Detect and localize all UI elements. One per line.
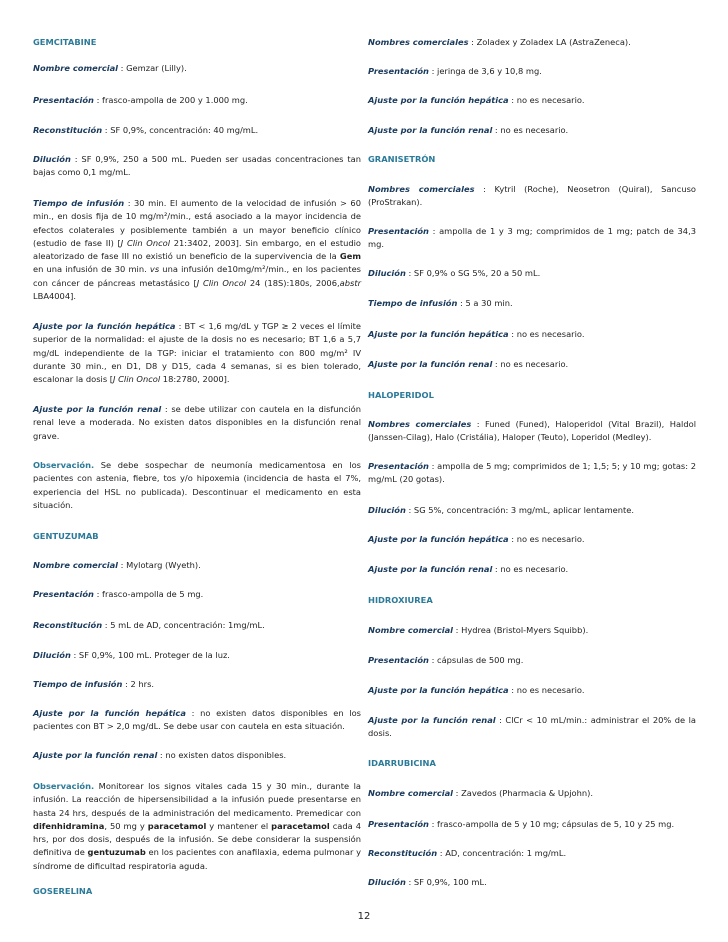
- text: cada 4 hrs, por dos dosis, después de la infusión. Se debe considerar la suspensión definitiva de: [33, 820, 361, 858]
- reference: J Clin Oncol: [113, 374, 161, 385]
- value: : SF 0,9%, 100 mL.: [405, 877, 487, 887]
- value: : SF 0,9%, 100 mL. Proteger de la luz.: [70, 650, 230, 660]
- granisetron-renal: [368, 358, 696, 371]
- text: : BT < 1,6 mg/dL y TGP ≥ 2 veces el límite superior de la normalidad: el ajuste de la dosis no es necesario; BT 1,6 a 5,7 mg/dL independiente de la TGP: iniciar el tratamiento con 800 mg/m² IV durante 30 min., en D1, D8 y D15, cada 4 semanas, si es bien tolerado, escalonar la dosis [: [33, 321, 362, 385]
- label: Tiempo de infusión: [33, 679, 123, 689]
- bold-term: paracetamol: [271, 820, 330, 831]
- idarrubicina-nombre: [368, 787, 696, 800]
- gentuzumab-nombre: [33, 559, 361, 572]
- gentuzumab-renal: [33, 749, 361, 762]
- idarrubicina-dilucion: [368, 876, 696, 889]
- label: Ajuste por la función renal: [368, 715, 496, 725]
- label: Presentación: [368, 66, 429, 76]
- gemcitabine-dilucion: [33, 153, 361, 180]
- text: , 50 mg y: [104, 820, 148, 831]
- haloperidol-hepatica: [368, 533, 696, 546]
- gemcitabine-tiempo: [33, 197, 361, 303]
- value: : SG 5%, concentración: 3 mg/mL, aplicar lentamente.: [405, 505, 635, 515]
- heading-goserelina: GOSERELINA: [33, 886, 93, 896]
- value: : no es necesario.: [492, 564, 569, 574]
- text: LBA4004].: [33, 291, 76, 302]
- gentuzumab-observacion: [33, 780, 361, 873]
- value: : no es necesario.: [508, 685, 585, 695]
- label: Reconstitución: [33, 620, 103, 630]
- value: : Zavedos (Pharmacia & Upjohn).: [453, 788, 594, 798]
- value: : Zoladex y Zoladex LA (AstraZeneca).: [468, 37, 631, 47]
- idarrubicina-reconstitucion: [368, 847, 696, 860]
- label: Ajuste por la función hepática: [368, 685, 509, 695]
- reference: J Clin Oncol: [196, 277, 247, 288]
- haloperidol-nombres: [368, 418, 696, 445]
- goserelina-renal: [368, 124, 696, 137]
- gemcitabine-observacion: [33, 459, 361, 512]
- value: : no es necesario.: [508, 329, 585, 339]
- haloperidol-renal: [368, 563, 696, 576]
- label: Dilución: [33, 154, 71, 164]
- abstr: abstr: [339, 277, 361, 288]
- label: Ajuste por la función hepática: [368, 329, 509, 339]
- label: Nombres comerciales: [368, 37, 469, 47]
- label: Nombres comerciales: [368, 184, 475, 194]
- gentuzumab-reconstitucion: [33, 619, 361, 632]
- bold-term: gentuzumab: [87, 847, 146, 858]
- label: Nombre comercial: [33, 560, 119, 570]
- value: : AD, concentración: 1 mg/mL.: [437, 848, 567, 858]
- reference: J Clin Oncol: [120, 237, 171, 248]
- label: Observación.: [33, 781, 95, 791]
- value: : Hydrea (Bristol-Myers Squibb).: [453, 625, 589, 635]
- label: Dilución: [368, 877, 406, 887]
- label: Ajuste por la función hepática: [33, 321, 176, 331]
- gentuzumab-hepatica: [33, 707, 361, 734]
- label: Presentación: [33, 95, 94, 105]
- value: : ampolla de 1 y 3 mg; comprimidos de 1 mg; patch de 34,3 mg.: [368, 226, 696, 250]
- hidroxiurea-renal: [368, 714, 696, 741]
- haloperidol-dilucion: [368, 504, 696, 517]
- label: Ajuste por la función renal: [33, 750, 158, 760]
- label: Dilución: [33, 650, 71, 660]
- label: Nombre comercial: [33, 63, 119, 73]
- value: : ClCr < 10 mL/min.: administrar el 20% de la dosis.: [368, 715, 696, 739]
- granisetron-tiempo: [368, 297, 696, 310]
- label: Reconstitución: [33, 125, 103, 135]
- value: : no es necesario.: [508, 95, 585, 105]
- label: Nombre comercial: [368, 788, 454, 798]
- bold-term: paracetamol: [147, 820, 207, 831]
- label: Presentación: [368, 461, 429, 471]
- granisetron-presentacion: [368, 225, 696, 252]
- label: Dilución: [368, 268, 406, 278]
- bold-term: Gem: [339, 251, 361, 262]
- heading-gemcitabine: GEMCITABINE: [33, 37, 97, 47]
- idarrubicina-presentacion: [368, 818, 696, 831]
- heading-gentuzumab: GENTUZUMAB: [33, 531, 99, 541]
- label: Observación.: [33, 460, 95, 470]
- gemcitabine-presentacion: [33, 94, 361, 107]
- heading-haloperidol: HALOPERIDOL: [368, 390, 434, 400]
- goserelina-presentacion: [368, 65, 696, 78]
- granisetron-hepatica: [368, 328, 696, 341]
- label: Nombre comercial: [368, 625, 454, 635]
- value: : Funed (Funed), Haloperidol (Vital Brazil), Haldol (Janssen-Cilag), Halo (Cristália), Haloper (Teuto), Loperidol (Medley).: [368, 419, 696, 443]
- value: : frasco-ampolla de 5 mg.: [93, 589, 204, 599]
- goserelina-nombres: [368, 36, 696, 49]
- value: : SF 0,9%, concentración: 40 mg/mL.: [102, 125, 259, 135]
- hidroxiurea-nombre: [368, 624, 696, 637]
- text: y mantener el: [206, 820, 272, 831]
- hidroxiurea-hepatica: [368, 684, 696, 697]
- vs: vs: [149, 264, 160, 275]
- value: : cápsulas de 500 mg.: [428, 655, 524, 665]
- value: Se debe sospechar de neumonía medicamentosa en los pacientes con astenia, fiebre, tos y/o hipoxemia (incidencia de hasta el 7%, experiencia del HSL no publicada). Descontinuar el medicamento en esta situación.: [33, 460, 361, 510]
- value: : Mylotarg (Wyeth).: [118, 560, 201, 570]
- value: : se debe utilizar con cautela en la disfunción renal leve a moderada. No existen datos disponibles en la disfunción renal grave.: [33, 404, 362, 441]
- label: Tiempo de infusión: [33, 198, 125, 208]
- goserelina-hepatica: [368, 94, 696, 107]
- text: una infusión de10mg/m²/min., en los pacientes con cáncer de páncreas metastásico [: [33, 264, 361, 288]
- label: Ajuste por la función renal: [368, 125, 493, 135]
- heading-granisetron: GRANISETRÓN: [368, 154, 436, 164]
- value: : frasco-ampolla de 200 y 1.000 mg.: [93, 95, 248, 105]
- value: : no es necesario.: [492, 359, 569, 369]
- text: : 30 min. El aumento de la velocidad de infusión > 60 min., en dosis fija de 10 mg/m²/min., está asociado a la mayor incidencia de efectos colaterales y posiblemente también a un mayor beneficio clínico (estudio de fase II) [: [33, 198, 361, 248]
- text: en una infusión de 30 min.: [33, 264, 150, 275]
- gemcitabine-renal: [33, 403, 361, 443]
- text: Monitorear los signos vitales cada 15 y 30 min., durante la infusión. La reacción de hipersensibilidad a la infusión puede presentarse en hasta 24 hrs, después de la administración del medicamento. Premedicar con: [33, 781, 361, 818]
- label: Ajuste por la función renal: [368, 359, 493, 369]
- value: : no es necesario.: [508, 534, 585, 544]
- gemcitabine-reconstitucion: [33, 124, 361, 137]
- haloperidol-presentacion: [368, 460, 696, 487]
- heading-idarrubicina: IDARRUBICINA: [368, 758, 436, 768]
- value: : no existen datos disponibles en los pacientes con BT > 2,0 mg/dL. Se debe usar con cautela en esta situación.: [33, 708, 362, 732]
- label: Ajuste por la función hepática: [368, 534, 509, 544]
- gemcitabine-hepatica: [33, 320, 361, 386]
- label: Presentación: [33, 589, 94, 599]
- label: Ajuste por la función renal: [368, 564, 493, 574]
- label: Nombres comerciales: [368, 419, 472, 429]
- value: : ampolla de 5 mg; comprimidos de 1; 1,5; 5; y 10 mg; gotas: 2 mg/mL (20 gotas).: [368, 461, 696, 485]
- granisetron-dilucion: [368, 267, 696, 280]
- label: Ajuste por la función hepática: [368, 95, 509, 105]
- value: : Kytril (Roche), Neosetron (Quiral), Sancuso (ProStrakan).: [368, 184, 696, 208]
- value: : SF 0,9%, 250 a 500 mL. Pueden ser usadas concentraciones tan bajas como 0,1 mg/mL.: [33, 154, 361, 178]
- granisetron-nombres: [368, 183, 696, 210]
- value: : jeringa de 3,6 y 10,8 mg.: [428, 66, 542, 76]
- label: Tiempo de infusión: [368, 298, 458, 308]
- label: Reconstitución: [368, 848, 438, 858]
- text: 18:2780, 2000].: [160, 374, 230, 385]
- gentuzumab-tiempo: [33, 678, 361, 691]
- label: Ajuste por la función hepática: [33, 708, 186, 718]
- text: en los pacientes con anafilaxia, edema pulmonar y síndrome de dificultad respiratoria aguda.: [33, 847, 361, 871]
- label: Presentación: [368, 655, 429, 665]
- gentuzumab-dilucion: [33, 649, 361, 662]
- gentuzumab-presentacion: [33, 588, 361, 601]
- label: Presentación: [368, 819, 429, 829]
- label: Ajuste por la función renal: [33, 404, 162, 414]
- value: : no es necesario.: [492, 125, 569, 135]
- text: 24 (18S):180s, 2006,: [246, 277, 340, 288]
- value: : 2 hrs.: [122, 679, 155, 689]
- value: : Gemzar (Lilly).: [118, 63, 187, 73]
- hidroxiurea-presentacion: [368, 654, 696, 667]
- text: 21:3402, 2003]. Sin embargo, en el estudio aleatorizado de fase III no existió un beneficio de la supervivencia de la: [33, 237, 362, 262]
- value: : 5 a 30 min.: [457, 298, 513, 308]
- label: Presentación: [368, 226, 429, 236]
- page-number: 12: [357, 911, 371, 922]
- label: Dilución: [368, 505, 406, 515]
- value: : 5 mL de AD, concentración: 1mg/mL.: [102, 620, 265, 630]
- heading-hidroxiurea: HIDROXIUREA: [368, 595, 433, 605]
- value: : frasco-ampolla de 5 y 10 mg; cápsulas de 5, 10 y 25 mg.: [428, 819, 675, 829]
- gemcitabine-nombre: [33, 62, 361, 75]
- bold-term: difenhidramina: [33, 820, 105, 831]
- value: : no existen datos disponibles.: [157, 750, 287, 760]
- value: : SF 0,9% o SG 5%, 20 a 50 mL.: [405, 268, 541, 278]
